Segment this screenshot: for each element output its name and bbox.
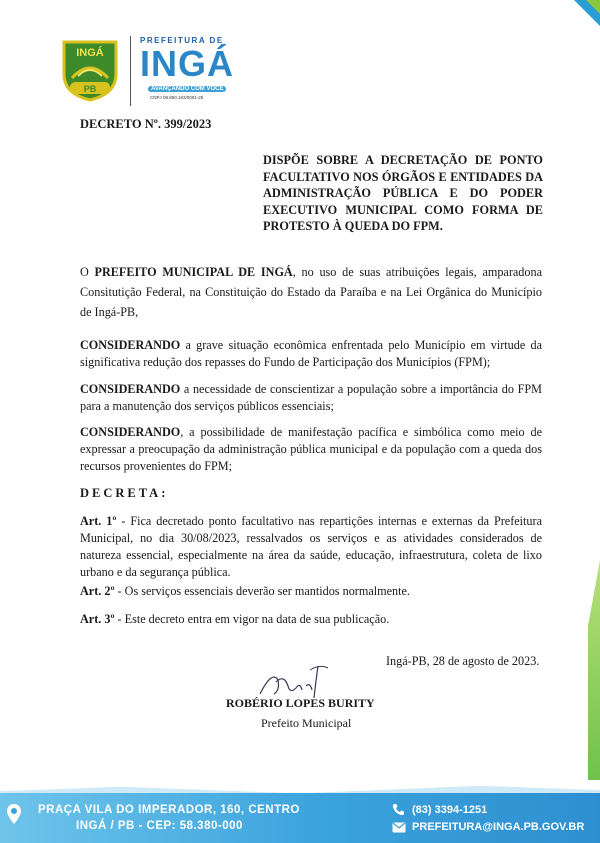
decreta-heading: DECRETA:: [80, 486, 169, 500]
decree-number: DECRETO Nº. 399/2023: [80, 117, 212, 131]
header-divider: [130, 36, 131, 106]
article-text: - Este decreto entra em vigor na data de sua publicação.: [114, 612, 390, 626]
intro-paragraph: [80, 262, 542, 322]
brand-name: INGÁ: [140, 43, 234, 84]
footer-bar: [0, 793, 600, 843]
place-date: Ingá-PB, 28 de agosto de 2023.: [386, 654, 540, 668]
article-paragraph: [80, 611, 542, 628]
considerando-label: CONSIDERANDO: [80, 338, 181, 352]
intro-text: , no uso de suas atribuições legais, amparadona Consitutição Federal, na Constituição do Estado da Paraíba e na Lei Orgânica do Município de Ingá-PB,: [80, 265, 542, 319]
brand-logo: [140, 36, 270, 106]
signer-name: ROBÉRIO LOPES BURITY: [226, 696, 375, 710]
side-decoration: [588, 560, 600, 780]
brand-slogan: AVANÇANDO COM VOCÊ: [148, 86, 226, 92]
email-icon: [392, 822, 406, 833]
article-label: Art. 1º: [80, 514, 117, 528]
svg-text:PB: PB: [83, 84, 97, 94]
footer-address-line1: PRAÇA VILA DO IMPERADOR, 160, CENTRO: [38, 804, 300, 816]
article-paragraph: [80, 513, 542, 581]
considerando-paragraph: [80, 424, 542, 475]
footer-phone: (83) 3394-1251: [412, 804, 488, 816]
svg-text:INGÁ: INGÁ: [76, 47, 104, 59]
article-text: - Fica decretado ponto facultativo nas repartições internas e externas da Prefeitura Municipal, no dia 30/08/2023, ressalvados os serviços e as atividades considerados de natureza essencial, especialmente na área da saúde, educação, infraestrutura, coleta de lixo urbano e da segurança pública.: [80, 514, 542, 579]
footer-email: PREFEITURA@INGA.PB.GOV.BR: [412, 821, 585, 833]
decree-ementa: DISPÕE SOBRE A DECRETAÇÃO DE PONTO FACULTATIVO NOS ÓRGÃOS E ENTIDADES DA ADMINISTRAÇÃO PÚBLICA E DO PODER EXECUTIVO MUNICIPAL COMO FORMA DE PROTESTO À QUEDA DO FPM.: [263, 153, 543, 233]
considerando-paragraph: [80, 337, 542, 371]
brand-top-text: PREFEITURA DE: [140, 36, 224, 45]
corner-decoration-accent: [586, 0, 600, 14]
municipal-seal-icon: [58, 38, 122, 102]
brand-cnpj: CNPJ 09.850.163/0001-25: [150, 95, 204, 100]
article-paragraph: [80, 583, 542, 600]
considerando-text: , a possibilidade de manifestação pacífica e simbólica como meio de expressar a preocupação da administração pública municipal e da população com a queda dos recursos provenientes do FPM;: [80, 425, 542, 473]
signer-role: Prefeito Municipal: [261, 716, 352, 730]
considerando-label: CONSIDERANDO: [80, 425, 181, 439]
considerando-text: a necessidade de conscientizar a população sobre a importância do FPM para a manutenção dos serviços públicos essenciais;: [80, 382, 542, 413]
intro-authority: PREFEITO MUNICIPAL DE INGÁ: [94, 265, 293, 279]
footer-address-line2: INGÁ / PB - CEP: 58.380-000: [76, 820, 243, 832]
intro-prefix: O: [80, 265, 95, 279]
considerando-text: a grave situação econômica enfrentada pelo Município em virtude da significativa redução dos repasses do Fundo de Participação dos Municípios (FPM);: [80, 338, 542, 369]
article-label: Art. 2º: [80, 584, 115, 598]
considerando-label: CONSIDERANDO: [80, 382, 181, 396]
article-label: Art. 3º: [80, 612, 115, 626]
phone-icon: [392, 803, 405, 816]
article-text: - Os serviços essenciais deverão ser mantidos normalmente.: [114, 584, 410, 598]
considerando-paragraph: [80, 381, 542, 415]
location-pin-icon: [6, 803, 22, 825]
